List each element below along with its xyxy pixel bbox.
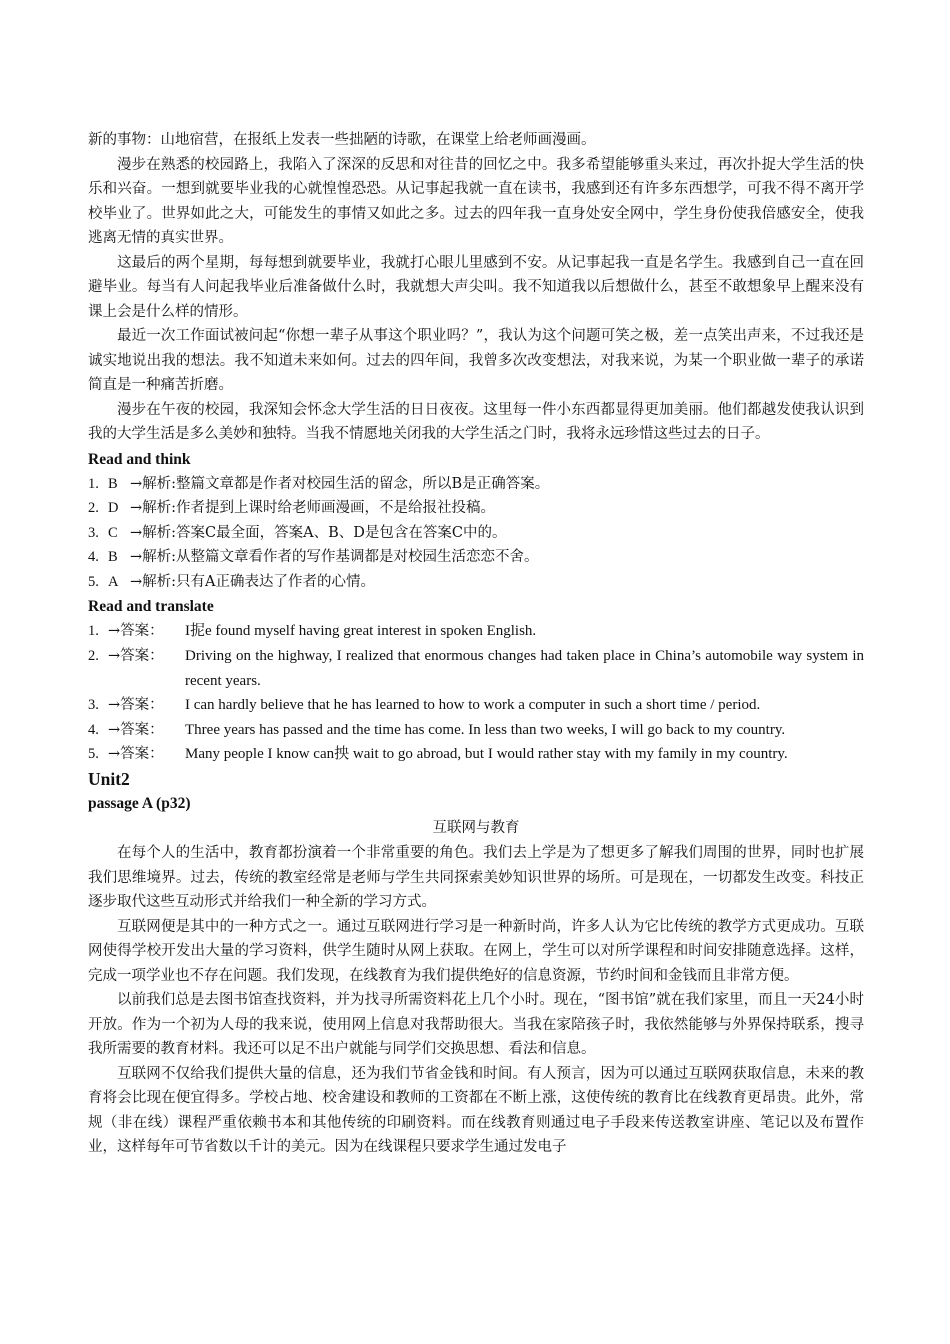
arrow-icon: → <box>130 500 143 517</box>
item-number: 1. <box>88 623 99 640</box>
paragraph: 互联网便是其中的一种方式之一。通过互联网进行学习是一种新时尚，许多人认为它比传统的教学方式更成功。互联网使得学校开发出大量的学习资料，供学生随时从网上获取。在网上，学生可以对所学课程和时间安排随意选择。这样，完成一项学业也不存在问题。我们发现，在线教育为我们提供绝好的信息资源，节约时间和金钱而且非常方便。 <box>88 918 864 984</box>
item-explanation: 解析:从整篇文章看作者的写作基调都是对校园生活恋恋不舍。 <box>142 549 539 566</box>
item-answer: D <box>108 500 119 517</box>
item-explanation: 解析:只有A正确表达了作者的心情。 <box>142 573 376 590</box>
answer-label: →答案： <box>108 746 164 763</box>
read-and-translate-heading: Read and translate <box>88 598 214 616</box>
list-item <box>88 496 864 521</box>
item-translation: Three years has passed and the time has come. In less than two weeks, I will go back to my country. <box>185 721 786 738</box>
item-number: 4. <box>88 721 99 738</box>
item-number: 3. <box>88 524 99 541</box>
paragraph: 最近一次工作面试被问起“你想一辈子从事这个职业吗？”，我认为这个问题可笑之极，差一点笑出声来，不过我还是诚实地说出我的想法。我不知道未来如何。过去的四年间，我曾多次改变想法，对我来说，为某一个职业做一辈子的承诺简直是一种痛苦折磨。 <box>88 328 864 393</box>
list-item <box>88 545 864 570</box>
item-answer: B <box>108 549 118 566</box>
item-answer: A <box>108 573 119 590</box>
passage-heading: passage A (p32) <box>88 795 191 813</box>
item-translation: Many people I know can抰 wait to go abroad, but I would rather stay with my family in my country. <box>185 746 788 763</box>
paragraph: 在每个人的生活中，教育都扮演着一个非常重要的角色。我们去上学是为了想更多了解我们周围的世界，同时也扩展我们思维境界。过去，传统的教室经常是老师与学生共同探索美妙知识世界的场所。可是现在，一切都发生改变。科技正逐步取代这些互动形式并给我们一种全新的学习方式。 <box>88 845 864 911</box>
item-explanation: 解析:作者提到上课时给老师画漫画，不是给报社投稿。 <box>142 500 496 517</box>
item-number: 5. <box>88 573 99 590</box>
paragraph: 以前我们总是去图书馆查找资料，并为找寻所需资料花上几个小时。现在，“图书馆”就在我们家里，而且一天24小时开放。作为一个初为人母的我来说，使用网上信息对我帮助很大。当我在家陪孩子时，我依然能够与外界保持联系，搜寻我所需要的教育材料。我还可以足不出户就能与同学们交换思想、看法和信息。 <box>88 992 864 1058</box>
paragraph: 漫步在熟悉的校园路上，我陷入了深深的反思和对往昔的回忆之中。我多希望能够重头来过，再次扑捉大学生活的快乐和兴奋。一想到就要毕业我的心就惶惶恐恐。从记事起我就一直在读书，我感到还有许多东西想学，可我不得不离开学校毕业了。世界如此之大，可能发生的事情又如此之多。过去的四年我一直身处安全网中，学生身份使我倍感安全，使我逃离无情的真实世界。 <box>88 156 864 246</box>
paragraph: 这最后的两个星期，每每想到就要毕业，我就打心眼儿里感到不安。从记事起我一直是名学生。我感到自己一直在回避毕业。每当有人问起我毕业后准备做什么时，我就想大声尖叫。我不知道我以后想做什么，甚至不敢想象早上醒来没有课上会是什么样的情形。 <box>88 254 864 320</box>
item-number: 5. <box>88 746 99 763</box>
arrow-icon: → <box>130 475 143 492</box>
list-item <box>88 718 864 743</box>
arrow-icon: → <box>130 524 143 541</box>
item-number: 1. <box>88 475 99 492</box>
paragraph: 漫步在午夜的校园，我深知会怀念大学生活的日日夜夜。这里每一件小东西都显得更加美丽。他们都越发使我认识到我的大学生活是多么美妙和独特。当我不情愿地关闭我的大学生活之门时，我将永远珍惜这些过去的日子。 <box>88 401 864 442</box>
paragraph: 新的事物：山地宿营，在报纸上发表一些拙陋的诗歌，在课堂上给老师画漫画。 <box>88 132 596 148</box>
list-item <box>88 570 864 595</box>
article-title: 互联网与教育 <box>432 820 520 837</box>
unit-heading: Unit2 <box>88 769 130 790</box>
item-answer: B <box>108 475 118 492</box>
item-number: 3. <box>88 697 99 714</box>
arrow-icon: → <box>130 573 143 590</box>
answer-label: →答案： <box>108 721 164 738</box>
paragraph: 互联网不仅给我们提供大量的信息，还为我们节省金钱和时间。有人预言，因为可以通过互联网获取信息，未来的教育将会比现在便宜得多。学校占地、校舍建设和教师的工资都在不断上涨，这使传统的教育比在线教育更昂贵。此外，常规（非在线）课程严重依赖书本和其他传统的印刷资料。而在线教育则通过电子手段来传送教室讲座、笔记以及布置作业，这样每年可节省数以千计的美元。因为在线课程只要求学生通过发电子 <box>88 1065 864 1156</box>
answer-label: →答案： <box>108 648 164 665</box>
item-explanation: 解析:答案C最全面，答案A、B、D是包含在答案C中的。 <box>142 524 507 541</box>
item-translation: I can hardly believe that he has learned to how to work a computer in such a short time / period. <box>185 697 761 714</box>
answer-label: →答案： <box>108 623 164 640</box>
list-item <box>88 521 864 546</box>
item-explanation: 解析:整篇文章都是作者对校园生活的留念，所以B是正确答案。 <box>142 475 550 492</box>
list-item <box>88 472 864 497</box>
document-page <box>88 128 864 1160</box>
answer-label: →答案： <box>108 697 164 714</box>
item-answer: C <box>108 524 118 541</box>
item-number: 2. <box>88 648 99 665</box>
read-and-think-heading: Read and think <box>88 450 191 468</box>
list-item <box>88 742 864 767</box>
list-item <box>88 619 864 644</box>
item-translation: I抳e found myself having great interest in spoken English. <box>185 623 537 640</box>
arrow-icon: → <box>130 549 143 566</box>
list-item <box>88 693 864 718</box>
list-item <box>88 644 864 693</box>
item-number: 4. <box>88 549 99 566</box>
item-number: 2. <box>88 500 99 517</box>
item-translation: Driving on the highway, I realized that enormous changes had taken place in China’s automobile way system in recent years. <box>185 648 864 689</box>
